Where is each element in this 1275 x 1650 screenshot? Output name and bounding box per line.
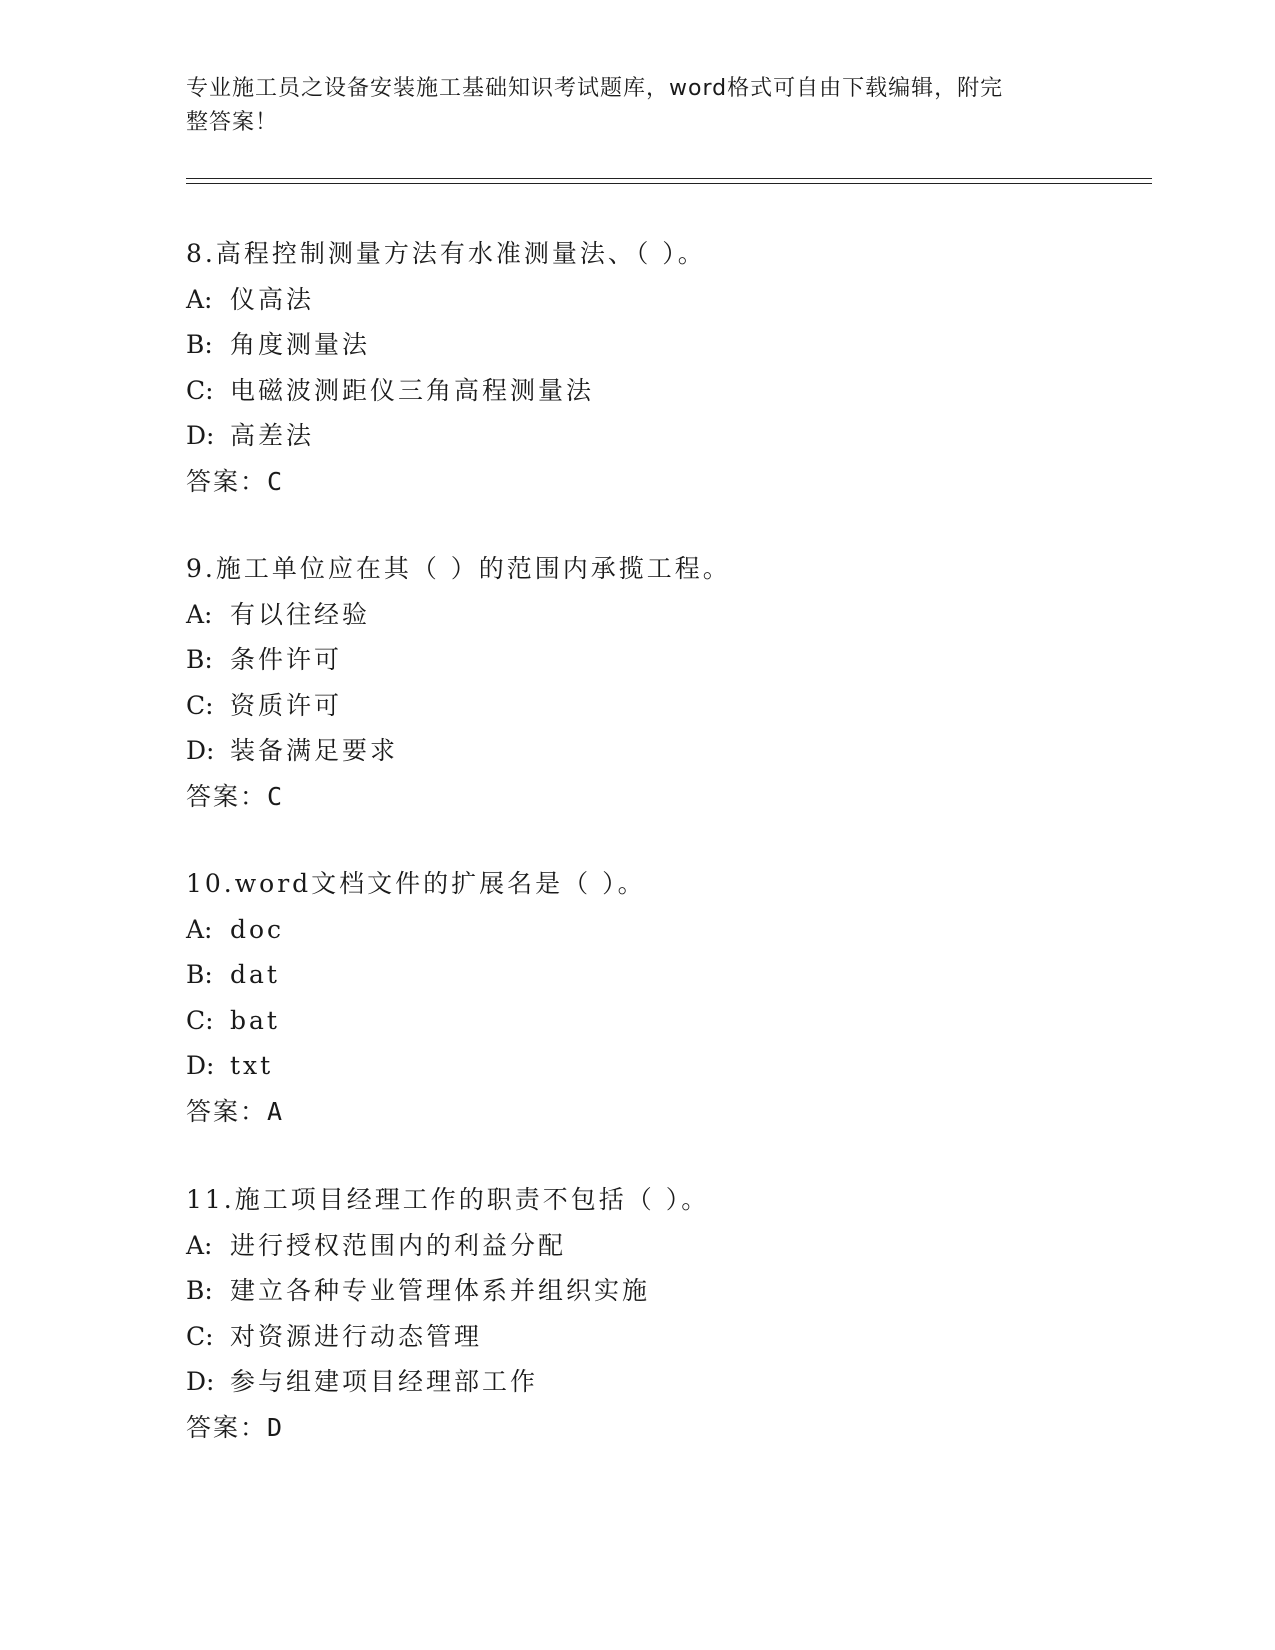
answer-line: [186, 1405, 1146, 1451]
option-letter: A:: [186, 1230, 213, 1260]
option-d: [186, 413, 1146, 459]
option-letter: A:: [186, 914, 213, 944]
option-text: 高差法: [230, 421, 315, 450]
question-title: 11.施工项目经理工作的职责不包括（ ）。: [186, 1185, 710, 1214]
answer-value: C: [267, 466, 284, 496]
answer-label: 答案：: [186, 781, 268, 811]
answer-label: 答案：: [186, 466, 268, 496]
option-c: [186, 1314, 1146, 1360]
document-header: [186, 72, 1066, 140]
option-letter: B:: [186, 960, 213, 989]
option-d: [186, 728, 1146, 774]
answer-label: 答案：: [186, 1096, 268, 1126]
option-letter: D:: [186, 736, 215, 765]
header-divider-top: [186, 178, 1152, 179]
option-letter: C:: [186, 1005, 214, 1035]
option-text: 资质许可: [230, 690, 343, 720]
option-text: 电磁波测距仪三角高程测量法: [230, 375, 595, 405]
option-c: [186, 683, 1146, 729]
answer-value: A: [267, 1096, 284, 1126]
option-letter: C:: [186, 375, 214, 405]
option-text: doc: [230, 914, 285, 944]
option-a: [186, 592, 1146, 638]
option-text: 有以往经验: [230, 599, 371, 629]
option-text: 装备满足要求: [230, 736, 399, 765]
question-title: 9.施工单位应在其（ ）的范围内承揽工程。: [186, 554, 731, 583]
option-text: 角度测量法: [230, 330, 371, 359]
option-b: [186, 637, 1146, 683]
option-letter: A:: [186, 599, 213, 629]
answer-value: D: [267, 1412, 284, 1442]
header-divider-bottom: [186, 183, 1152, 184]
question-10: [186, 861, 1146, 1134]
option-text: 仪高法: [230, 284, 315, 314]
option-a: [186, 277, 1146, 323]
option-letter: B:: [186, 645, 213, 674]
option-letter: D:: [186, 421, 215, 450]
option-letter: B:: [186, 1276, 213, 1305]
option-a: [186, 1223, 1146, 1269]
header-line-2: 整答案！: [186, 110, 279, 135]
option-b: [186, 1268, 1146, 1314]
question-9: [186, 546, 1146, 819]
option-letter: D:: [186, 1051, 215, 1080]
option-letter: D:: [186, 1367, 215, 1396]
option-d: [186, 1043, 1146, 1089]
option-c: [186, 368, 1146, 414]
option-text: 进行授权范围内的利益分配: [230, 1230, 567, 1260]
option-text: 参与组建项目经理部工作: [230, 1367, 539, 1396]
question-title: 10.word文档文件的扩展名是（ ）。: [186, 869, 646, 898]
answer-label: 答案：: [186, 1412, 268, 1442]
option-c: [186, 998, 1146, 1044]
option-b: [186, 952, 1146, 998]
option-text: 条件许可: [230, 645, 343, 674]
answer-line: [186, 1089, 1146, 1135]
option-text: dat: [230, 960, 280, 989]
answer-line: [186, 459, 1146, 505]
option-a: [186, 907, 1146, 953]
option-d: [186, 1359, 1146, 1405]
question-title: 8.高程控制测量方法有水准测量法、（ ）。: [186, 239, 706, 268]
answer-line: [186, 774, 1146, 820]
option-text: txt: [230, 1051, 274, 1080]
option-letter: C:: [186, 1321, 214, 1351]
answer-value: C: [267, 781, 284, 811]
option-letter: B:: [186, 330, 213, 359]
header-line-1: 专业施工员之设备安装施工基础知识考试题库，word格式可自由下载编辑，附完: [186, 76, 1004, 101]
option-text: 对资源进行动态管理: [230, 1321, 483, 1351]
option-b: [186, 322, 1146, 368]
option-text: 建立各种专业管理体系并组织实施: [230, 1276, 651, 1305]
option-letter: A:: [186, 284, 213, 314]
question-8: [186, 231, 1146, 504]
option-letter: C:: [186, 690, 214, 720]
question-11: [186, 1177, 1146, 1450]
option-text: bat: [230, 1005, 280, 1035]
